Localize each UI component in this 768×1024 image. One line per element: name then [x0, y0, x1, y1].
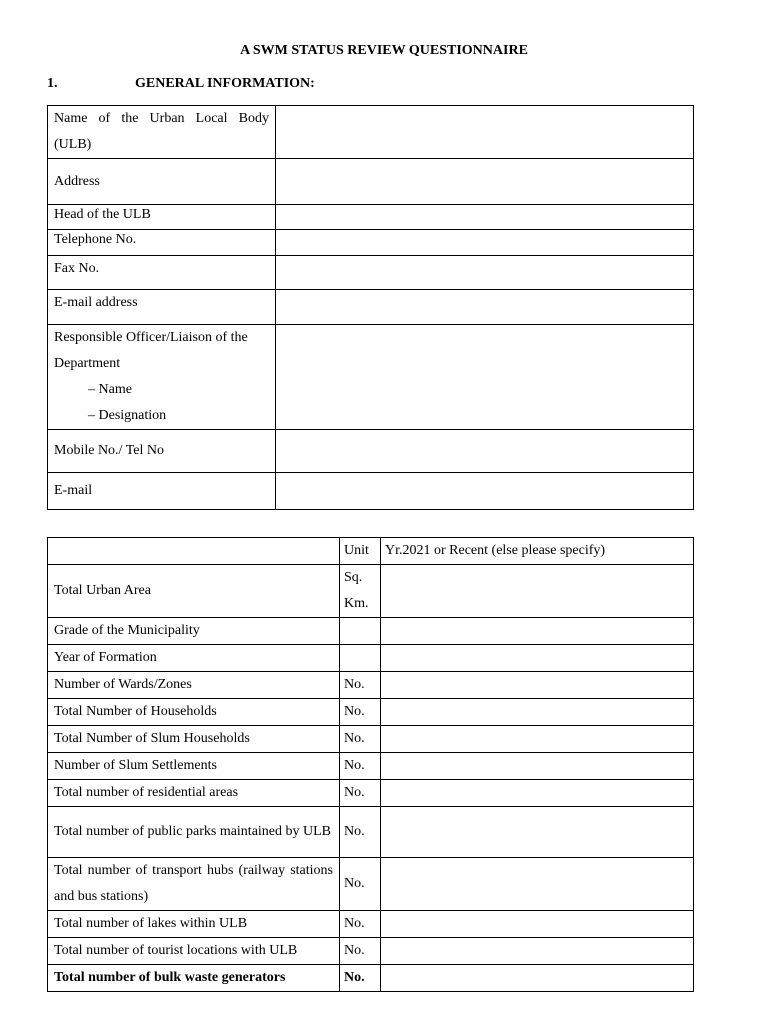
table-row	[48, 753, 694, 780]
input-cell-officer[interactable]	[276, 325, 694, 430]
unit-cell: No.	[340, 938, 381, 965]
row-label: Year of Formation	[48, 645, 340, 672]
row-label: Total number of lakes within ULB	[48, 911, 340, 938]
value-cell[interactable]	[381, 565, 694, 618]
row-label: Total Number of Slum Households	[48, 726, 340, 753]
table-row	[48, 699, 694, 726]
row-label: Grade of the Municipality	[48, 618, 340, 645]
table-row	[48, 807, 694, 858]
table-row	[48, 858, 694, 911]
row-label: Address	[48, 159, 276, 205]
value-cell[interactable]	[381, 858, 694, 911]
row-label: Name of the Urban Local Body (ULB)	[48, 106, 276, 159]
table-row	[48, 430, 694, 473]
general-information-table	[47, 105, 694, 510]
table-row	[48, 205, 694, 230]
input-cell-ulb-name[interactable]	[276, 106, 694, 159]
table-row	[48, 645, 694, 672]
value-cell[interactable]	[381, 753, 694, 780]
input-cell-head[interactable]	[276, 205, 694, 230]
row-label: Total Number of Households	[48, 699, 340, 726]
unit-cell: No.	[340, 726, 381, 753]
value-cell[interactable]	[381, 645, 694, 672]
input-cell-address[interactable]	[276, 159, 694, 205]
row-label: Total number of tourist locations with ULB	[48, 938, 340, 965]
value-cell[interactable]	[381, 780, 694, 807]
row-label: Total number of residential areas	[48, 780, 340, 807]
value-cell[interactable]	[381, 672, 694, 699]
header-unit: Unit	[340, 538, 381, 565]
value-cell[interactable]	[381, 938, 694, 965]
table-row	[48, 965, 694, 992]
unit-cell	[340, 645, 381, 672]
table-row	[48, 911, 694, 938]
unit-cell: No.	[340, 753, 381, 780]
sub-label-designation: – Designation	[88, 408, 167, 423]
unit-cell	[340, 618, 381, 645]
row-label: Total number of transport hubs (railway stations and bus stations)	[48, 858, 340, 911]
table-row	[48, 726, 694, 753]
header-blank	[48, 538, 340, 565]
table-row	[48, 106, 694, 159]
value-cell[interactable]	[381, 911, 694, 938]
value-cell[interactable]	[381, 807, 694, 858]
row-label: Total Urban Area	[48, 565, 340, 618]
unit-cell: No.	[340, 965, 381, 992]
unit-cell: No.	[340, 780, 381, 807]
table-row	[48, 618, 694, 645]
header-year: Yr.2021 or Recent (else please specify)	[381, 538, 694, 565]
row-label: Telephone No.	[48, 230, 276, 256]
table-row	[48, 230, 694, 256]
sub-label-name: – Name	[88, 382, 132, 397]
section-heading	[47, 76, 315, 92]
unit-cell: No.	[340, 858, 381, 911]
row-label: E-mail	[48, 473, 276, 510]
table-header-row	[48, 538, 694, 565]
table-row	[48, 256, 694, 290]
unit-cell: No.	[340, 807, 381, 858]
row-label: Number of Slum Settlements	[48, 753, 340, 780]
table-row	[48, 938, 694, 965]
table-row	[48, 290, 694, 325]
unit-cell: Sq. Km.	[340, 565, 381, 618]
input-cell-email-address[interactable]	[276, 290, 694, 325]
table-row	[48, 672, 694, 699]
row-label: Total number of bulk waste generators	[48, 965, 340, 992]
document-title: A SWM STATUS REVIEW QUESTIONNAIRE	[240, 43, 528, 58]
value-cell[interactable]	[381, 618, 694, 645]
unit-cell: No.	[340, 911, 381, 938]
row-label-responsible-officer	[48, 325, 276, 430]
row-label: Mobile No./ Tel No	[48, 430, 276, 473]
section-number: 1.	[47, 76, 58, 91]
value-cell[interactable]	[381, 726, 694, 753]
input-cell-fax[interactable]	[276, 256, 694, 290]
table-row	[48, 780, 694, 807]
row-label: E-mail address	[48, 290, 276, 325]
row-label: Number of Wards/Zones	[48, 672, 340, 699]
unit-cell: No.	[340, 699, 381, 726]
table-row	[48, 473, 694, 510]
table-row	[48, 565, 694, 618]
input-cell-telephone[interactable]	[276, 230, 694, 256]
table-row	[48, 325, 694, 430]
statistics-table	[47, 537, 694, 992]
table-row	[48, 159, 694, 205]
row-label: Total number of public parks maintained by ULB	[48, 807, 340, 858]
row-label: Responsible Officer/Liaison of the Department	[54, 330, 248, 371]
row-label: Head of the ULB	[48, 205, 276, 230]
input-cell-email[interactable]	[276, 473, 694, 510]
unit-cell: No.	[340, 672, 381, 699]
value-cell[interactable]	[381, 699, 694, 726]
input-cell-mobile[interactable]	[276, 430, 694, 473]
value-cell[interactable]	[381, 965, 694, 992]
section-label: GENERAL INFORMATION:	[135, 76, 315, 91]
row-label: Fax No.	[48, 256, 276, 290]
